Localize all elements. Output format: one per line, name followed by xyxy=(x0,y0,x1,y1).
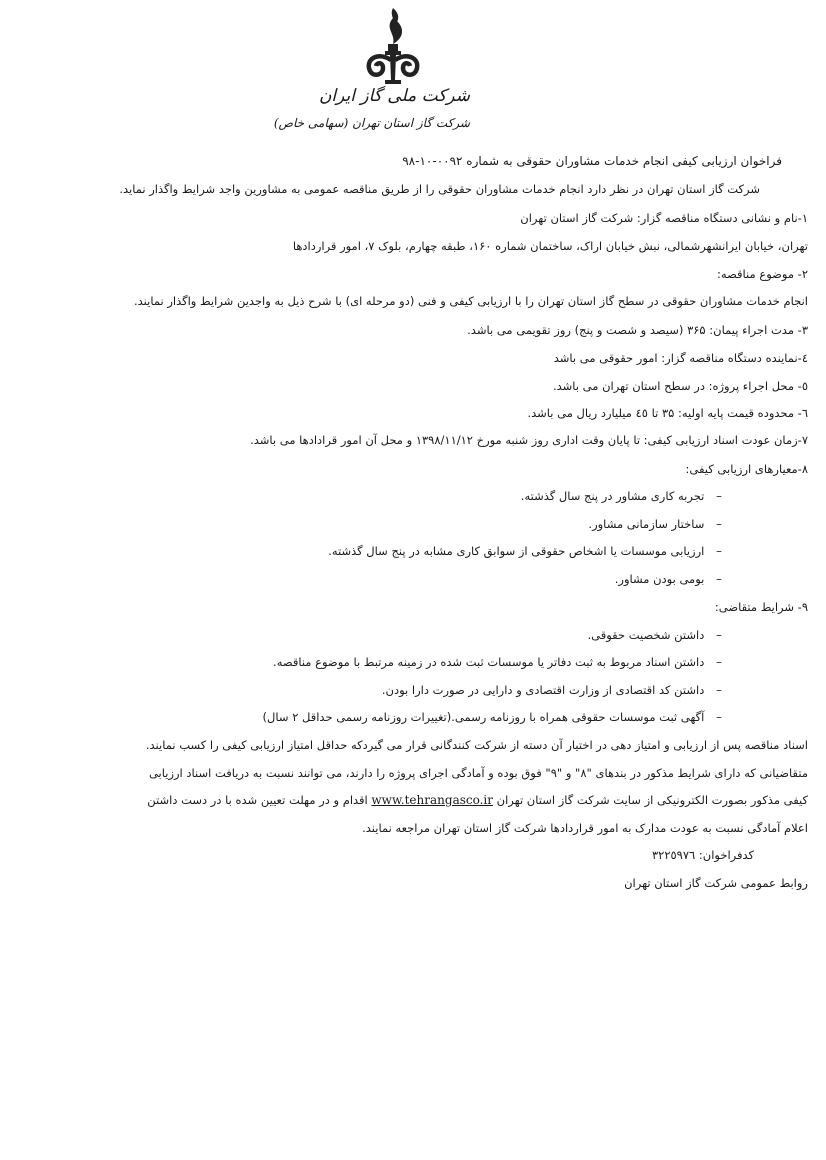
item-5: ٥- محل اجراء پروژه: در سطح استان تهران می باشد. xyxy=(552,379,808,393)
item-9-heading: ۹- شرایط متقاضی: xyxy=(714,600,808,614)
public-relations-signature: روابط عمومی شرکت گاز استان تهران xyxy=(624,876,808,890)
company-logo xyxy=(273,6,500,141)
item-2-heading: ۲- موضوع مناقصه: xyxy=(717,267,808,281)
closing-line-2: متقاضیانی که دارای شرایط مذکور در بندهای "۸" و "۹" فوق بوده و آمادگی اجرای پروژه را دارند، می توانند نسبت به دریافت اسناد ارزیابی xyxy=(148,766,808,780)
company-subtitle xyxy=(273,116,470,130)
gas-flame-logo-icon xyxy=(363,6,423,86)
closing-line-4: اعلام آمادگی نسبت به عودت مدارک به امور قراردادها شرکت گاز استان تهران مراجعه نمایند. xyxy=(362,821,808,835)
sub-company-name: شرکت گاز استان تهران xyxy=(352,116,470,130)
intro-paragraph: شرکت گاز استان تهران در نظر دارد انجام خدمات مشاوران حقوقی را از طریق مناقصه عمومی به مشاورین واجد شرایط واگذار نماید. xyxy=(119,182,760,196)
requirement-item: – داشتن کد اقتصادی از وزارت اقتصادی و دارایی در صورت دارا بودن. xyxy=(381,683,722,697)
item-4: ٤-نماینده دستگاه مناقصه گزار: امور حقوقی می باشد xyxy=(553,351,808,365)
criteria-item: – ساختار سازمانی مشاور. xyxy=(588,517,722,531)
criteria-item: – ارزیابی موسسات یا اشخاص حقوقی از سوابق کاری مشابه در پنج سال گذشته. xyxy=(328,544,722,558)
requirement-item: – داشتن شخصیت حقوقی. xyxy=(587,628,722,642)
requirement-item: – داشتن اسناد مربوط به ثبت دفاتر یا موسسات ثبت شده در زمینه مرتبط با موضوع مناقصه. xyxy=(273,655,722,669)
item-8-heading: ۸-معیارهای ارزیابی کیفی: xyxy=(685,462,808,476)
closing-line-1: اسناد مناقصه پس از ارزیابی و امتیاز دهی در اختیار آن دسته از شرکت کنندگانی قرار می گیردکه حداقل امتیاز ارزیابی کیفی را کسب نمایند. xyxy=(145,738,808,752)
requirement-item: – آگهی ثبت موسسات حقوقی همراه با روزنامه رسمی.(تغییرات روزنامه رسمی حداقل ۲ سال) xyxy=(262,710,722,724)
item-1-address: تهران، خیابان ایرانشهرشمالی، نبش خیابان اراک، ساختمان شماره ۱۶۰، طبقه چهارم، بلوک ۷، امور قراردادها xyxy=(292,239,808,253)
notice-title: فراخوان ارزیابی کیفی انجام خدمات مشاوران حقوقی به شماره ۰۰۹۲-۱۰-۹۸ xyxy=(402,154,782,168)
item-3: ۳- مدت اجراء پیمان: ۳۶۵ (سیصد و شصت و پنج) روز تقویمی می باشد. xyxy=(467,323,808,337)
website-link[interactable]: www.tehrangasco.ir xyxy=(371,793,493,807)
criteria-item: – تجربه کاری مشاور در پنج سال گذشته. xyxy=(520,489,722,503)
criteria-item: – بومی بودن مشاور. xyxy=(614,572,722,586)
closing-line-3: کیفی مذکور بصورت الکترونیکی از سایت شرکت گاز استان تهران www.tehrangasco.ir اقدام و در مهلت تعیین شده با در دست داشتن xyxy=(147,793,808,807)
tender-code: کدفراخوان: ۳۲۲٥۹۷٦ xyxy=(651,848,754,862)
item-2-text: انجام خدمات مشاوران حقوقی در سطح گاز استان تهران را با ارزیابی کیفی و فنی (دو مرحله ای) با شرح ذیل به واجدین شرایط واگذار نمایند. xyxy=(133,294,808,308)
item-6: ٦- محدوده قیمت پایه اولیه: ۳۵ تا ٤٥ میلیارد ریال می باشد. xyxy=(527,406,808,420)
item-1-heading: ۱-نام و نشانی دستگاه مناقصه گزار: شرکت گاز استان تهران xyxy=(520,211,808,225)
item-7: ۷-زمان عودت اسناد ارزیابی کیفی: تا پایان وقت اداری روز شنبه مورخ ۱۳۹۸/۱۱/۱۲ و محل آن امور قرادادها می باشد. xyxy=(250,433,808,447)
company-name-logotype: شرکت ملی گاز ایران xyxy=(318,86,470,106)
sub-company-type: (سهامی خاص) xyxy=(273,116,349,130)
